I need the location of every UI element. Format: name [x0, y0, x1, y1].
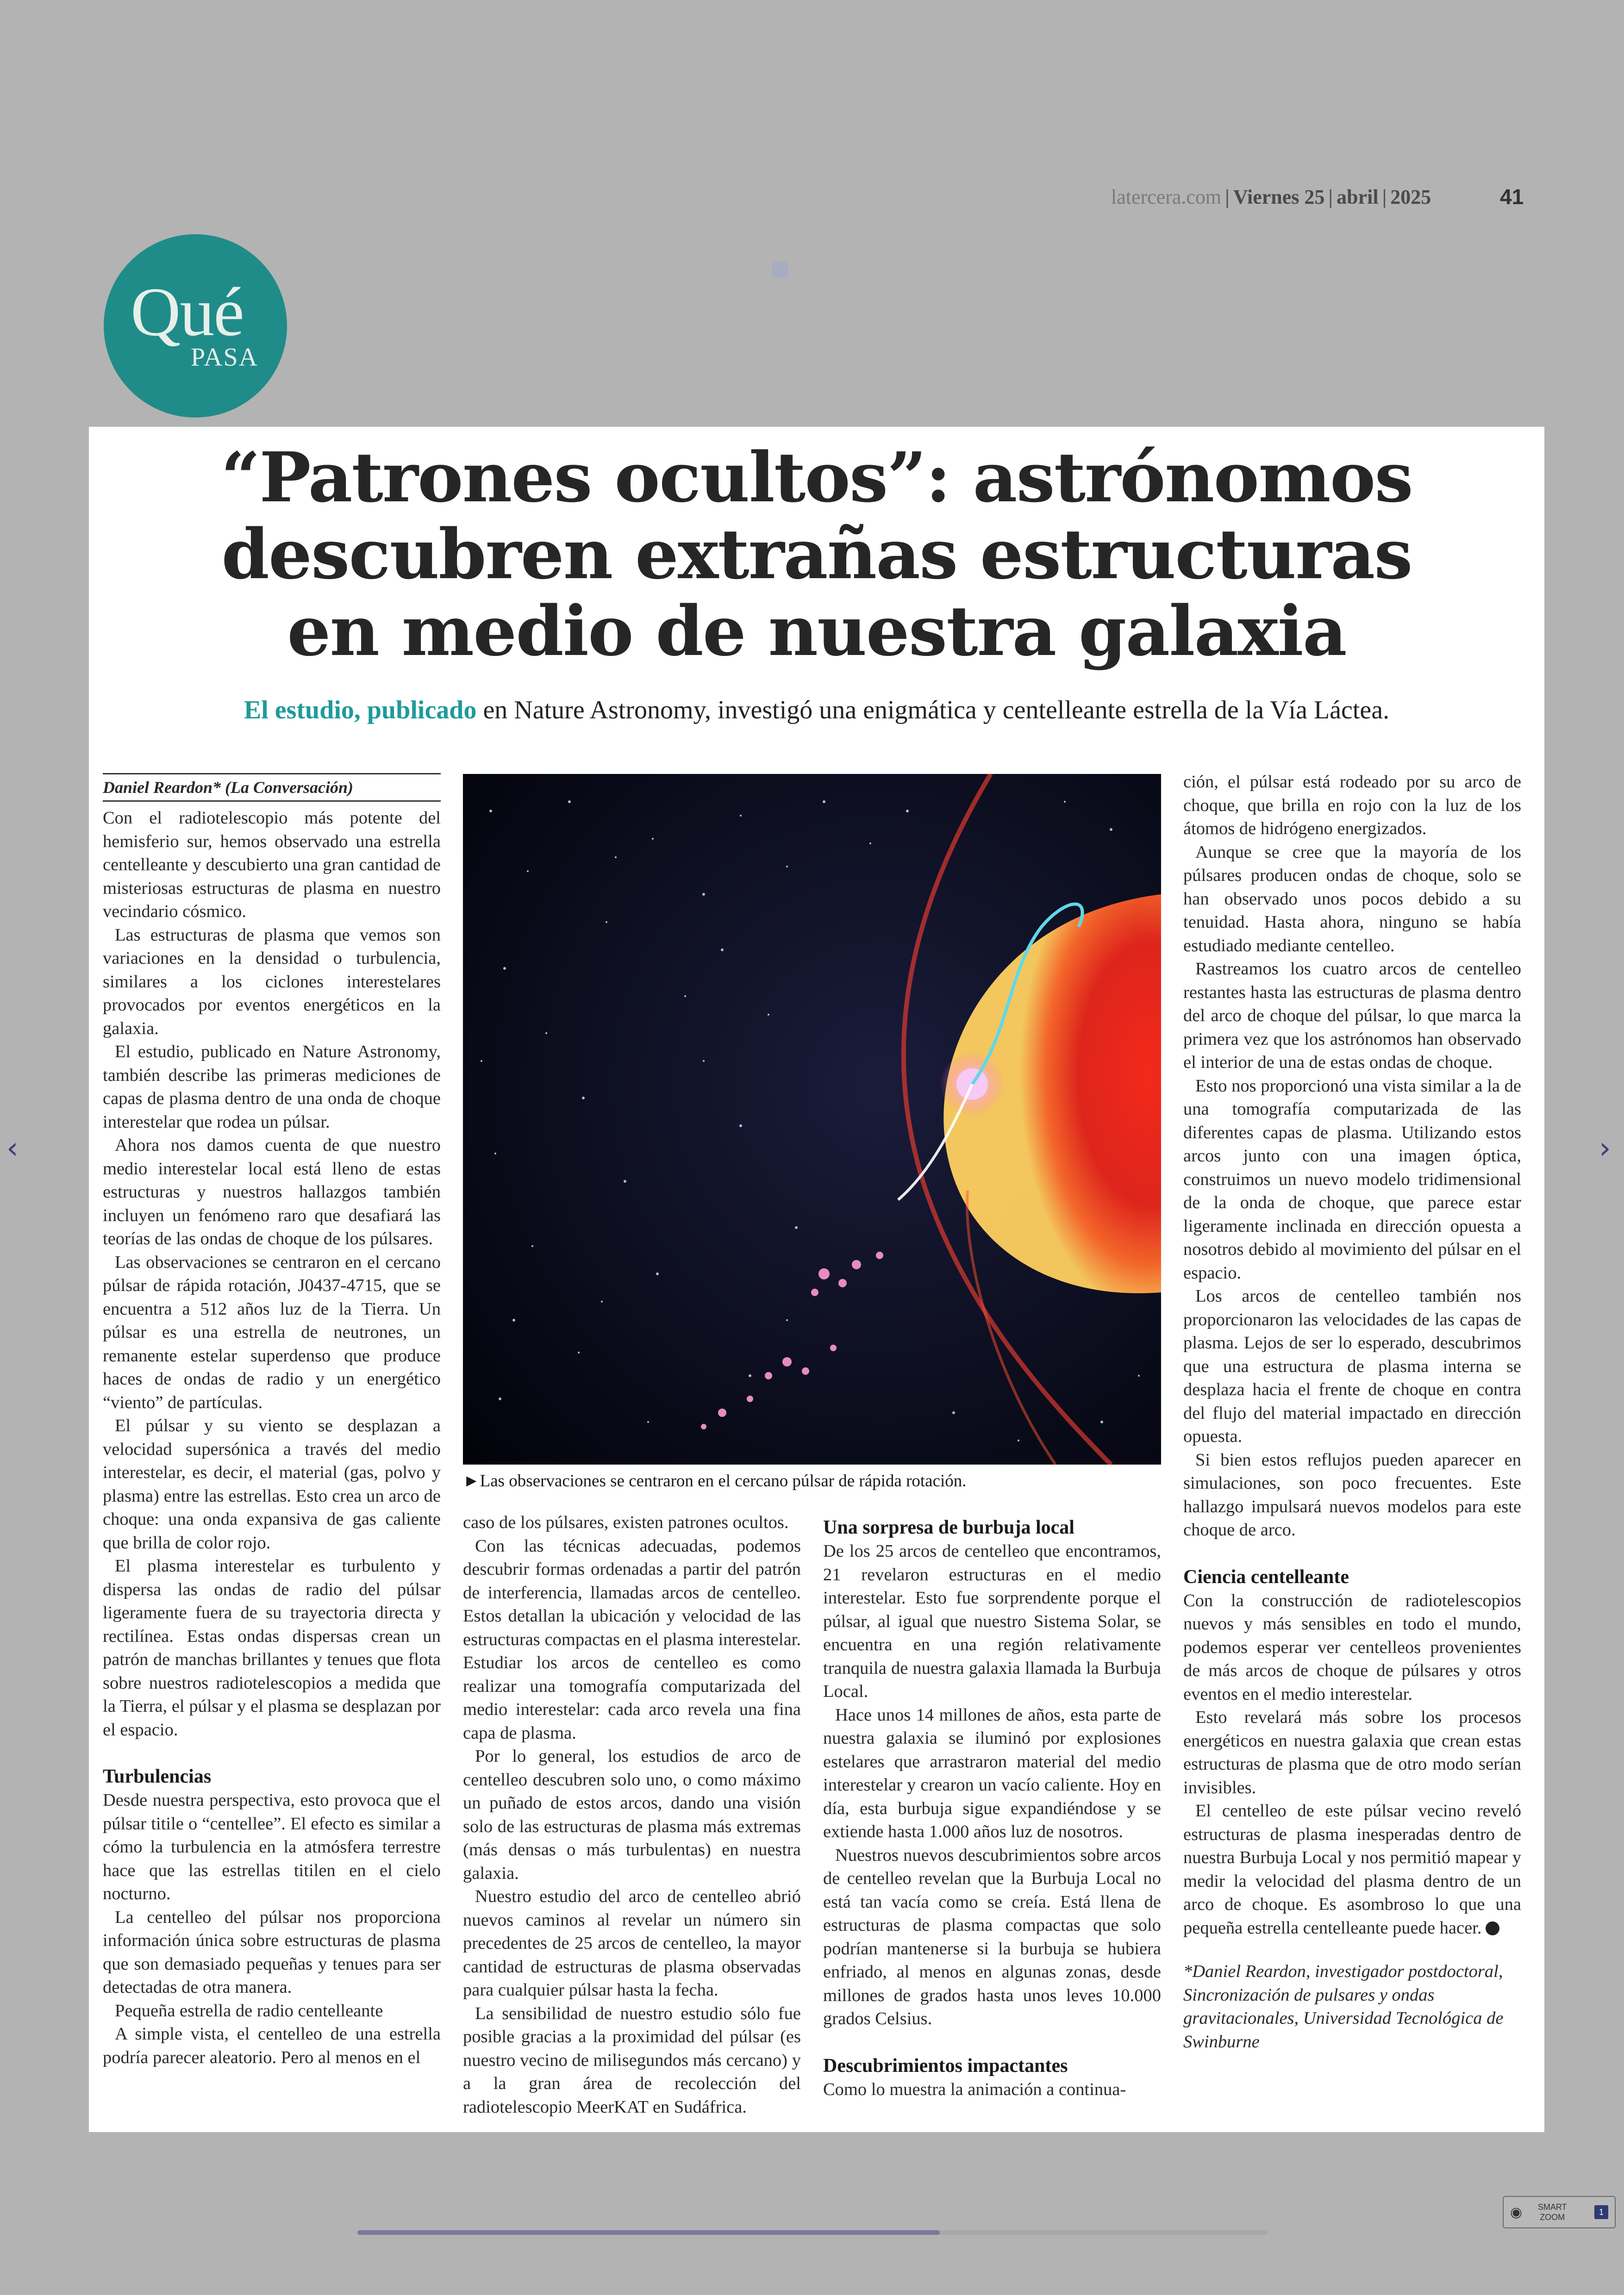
paragraph: Hace unos 14 millones de años, esta parte de nuestra galaxia se iluminó por explosiones estelares que arrastraron material del medio interestelar y crearon un vacío caliente. Hoy en día, esta burbuja sigue expandiéndose y se extiende hasta 1.000 años luz de nosotros.: [823, 1705, 1161, 1841]
paragraph: Con las técnicas adecuadas, podemos descubrir formas ordenadas a partir del patrón de interferencia, llamadas arcos de centelleo. Estos detallan la ubicación y velocidad de las estructuras compactas en el plasma interestelar. Estudiar los arcos de centelleo es como realizar una tomografía computarizada del medio interestelar: cada arco revela una fina capa de plasma.: [463, 1536, 801, 1743]
paragraph: Con la construcción de radiotelescopios nuevos y más sensibles en todo el mundo, podemos esperar ver centelleos provenientes de más arcos de choque de púlsares y otros eventos en el medio interestelar.: [1183, 1590, 1521, 1704]
paragraph: El púlsar y su viento se desplazan a velocidad supersónica a través del medio interestelar, es decir, el material (gas, polvo y plasma) entre las estrellas. Esto crea un arco de choque: una onda expansiva de gas caliente que brilla de color rojo.: [103, 1416, 441, 1553]
article-column-2: [463, 1511, 801, 2119]
paragraph: Por lo general, los estudios de arco de centelleo descubren solo uno, o como máximo un puñado de estos arcos, dando una visión solo de las estructuras de plasma más extremas (más densas o más turbulentas) en nuestra galaxia.: [463, 1746, 801, 1883]
paragraph: Aunque se cree que la mayoría de los púlsares producen ondas de choque, solo se han observado unos pocos debido a su tenuidad. Hasta ahora, ninguno se había estudiado mediante centelleo.: [1183, 842, 1521, 955]
author-footnote: *Daniel Reardon, investigador postdoctoral, Sincronización de pulsares y ondas gravitacionales, Universidad Tecnológica de Swinburne: [1183, 1962, 1504, 2052]
pulsar-shock-photo: [463, 774, 1161, 1465]
smart-zoom-key: 1: [1594, 2205, 1608, 2219]
paragraph: Las estructuras de plasma que vemos son variaciones en la densidad o turbulencia, similares a los ciclones interestelares provocados por eventos energéticos en la galaxia.: [103, 925, 441, 1038]
paragraph: Desde nuestra perspectiva, esto provoca que el púlsar titile o “centellee”. El efecto es similar a cómo la turbulencia en la atmósfera terrestre hace que las estrellas titilen en el cielo nocturno.: [103, 1790, 441, 1903]
subhead-turbulencias: Turbulencias: [103, 1766, 212, 1787]
paragraph: Ahora nos damos cuenta de que nuestro medio interestelar local está lleno de estas estructuras y nuestros hallazgos también incluyen un fenómeno raro que desafiará las teorías de las ondas de choque de los púlsares.: [103, 1135, 441, 1248]
smart-zoom-button[interactable]: [1503, 2196, 1616, 2228]
byline: Daniel Reardon* (La Conversación): [103, 773, 441, 802]
paragraph: Nuestro estudio del arco de centelleo abrió nuevos caminos al revelar un número sin precedentes de 25 arcos de centelleo, la mayor cantidad de estructuras de plasma observadas para cualquier púlsar hasta la fecha.: [463, 1887, 801, 2000]
paragraph: A simple vista, el centelleo de una estrella podría parecer aleatorio. Pero al menos en el: [103, 2024, 441, 2067]
paragraph: El estudio, publicado en Nature Astronomy, también describe las primeras mediciones de capas de plasma dentro de una onda de choque interestelar que rodea un púlsar.: [103, 1042, 441, 1132]
article-page: [89, 427, 1544, 2132]
logo-pasa: PASA: [191, 343, 259, 372]
end-mark-icon: [1486, 1921, 1499, 1935]
page-number: 41: [1500, 185, 1524, 209]
page-marker-icon[interactable]: [772, 262, 788, 278]
paragraph: Esto nos proporcionó una vista similar a la de una tomografía computarizada de las diferentes capas de plasma. Utilizando estos arcos junto con una imagen óptica, construimos un nuevo modelo tridimensional de la onda de choque, que parece estar ligeramente inclinada en dirección opuesta a nosotros debido al movimiento del púlsar en el espacio.: [1183, 1076, 1521, 1283]
paragraph: Rastreamos los cuatro arcos de centelleo restantes hasta las estructuras de plasma dentro del arco de choque del púlsar, lo que marca la primera vez que los astrónomos han observado el interior de una de estas ondas de choque.: [1183, 959, 1521, 1072]
paragraph-text: El centelleo de este púlsar vecino reveló estructuras de plasma inesperadas dentro de nuestra Burbuja Local y nos permitió mapear y medir la velocidad del plasma dentro de un arco de choque. Es asombroso lo que una pequeña estrella centelleante puede hacer.: [1183, 1801, 1521, 1938]
paragraph: Esto revelará más sobre los procesos energéticos en nuestra galaxia que crean estas estructuras de plasma que de otro modo serían invisibles.: [1183, 1708, 1521, 1797]
smart-zoom-label: SMART ZOOM: [1537, 2202, 1567, 2222]
que-pasa-logo: [104, 234, 287, 418]
paragraph: La sensibilidad de nuestro estudio sólo fue posible gracias a la proximidad del púlsar (es nuestro vecino de milisegundos más cercano) y a la gran área de recolección del radiotelescopio MeerKAT en Sudáfrica.: [463, 2003, 801, 2117]
article-column-3: [823, 1515, 1161, 2101]
subhead-descubrimientos: Descubrimientos impactantes: [823, 2055, 1068, 2077]
article-column-1: [103, 773, 441, 2069]
page-header-meta: latercera.com | Viernes 25 | abril | 2025: [1111, 186, 1431, 208]
reading-progress-fill: [357, 2230, 940, 2235]
paragraph: La centelleo del púlsar nos proporciona información única sobre estructuras de plasma que son demasiado pequeñas y tenues para ser detectadas de otra manera.: [103, 1907, 441, 1997]
paragraph: Las observaciones se centraron en el cercano púlsar de rápida rotación, J0437-4715, que se encuentra a 512 años luz de la Tierra. Un púlsar es una estrella de neutrones, un remanente estelar superdenso que produce haces de ondas de radio y un energético “viento” de partículas.: [103, 1252, 441, 1412]
subhead-burbuja-local: Una sorpresa de burbuja local: [823, 1517, 1074, 1538]
subhead-ciencia-centelleante: Ciencia centelleante: [1183, 1566, 1349, 1588]
paragraph: ción, el púlsar está rodeado por su arco de choque, que brilla en rojo con la luz de los átomos de hidrógeno energizados.: [1183, 772, 1521, 838]
paragraph: Los arcos de centelleo también nos proporcionaron las velocidades de las capas de plasma. Lejos de ser lo esperado, descubrimos que una estructura de plasma interna se desplaza hacia el frente de choque en contra del flujo del material impactado en dirección opuesta.: [1183, 1286, 1521, 1446]
paragraph: De los 25 arcos de centelleo que encontramos, 21 revelaron estructuras en el medio interestelar. Esto fue sorprendente porque el púlsar, al igual que nuestro Sistema Solar, se encuentra en una región relativamente tranquila de nuestra galaxia llamada la Burbuja Local.: [823, 1541, 1161, 1701]
dek-rest: en Nature Astronomy, investigó una enigmática y centelleante estrella de la Vía Láctea.: [476, 696, 1390, 724]
previous-page-arrow-icon[interactable]: ‹: [6, 1131, 19, 1166]
dek-lead: El estudio, publicado: [244, 696, 477, 724]
headline-line: “Patrones ocultos”: astrónomos: [221, 437, 1412, 518]
headline-line: descubren extrañas estructuras: [221, 514, 1412, 594]
date-year: 2025: [1390, 186, 1431, 208]
paragraph: El plasma interestelar es turbulento y dispersa las ondas de radio del púlsar ligeramente fuera de su trayectoria directa y rectilínea. Estas ondas dispersas crean un patrón de manchas brillantes y tenues que flota sobre nuestros radiotelescopios a medida que la Tierra, el púlsar y el plasma se desplazan por el espacio.: [103, 1556, 441, 1740]
photo-caption: ►Las observaciones se centraron en el cercano púlsar de rápida rotación.: [463, 1472, 967, 1491]
headline-line: en medio de nuestra galaxia: [287, 591, 1346, 671]
paragraph: Pequeña estrella de radio centelleante: [115, 2001, 383, 2021]
article-dek: [89, 695, 1544, 725]
pulsar-illustration: [463, 774, 1161, 1465]
article-headline: [89, 439, 1544, 669]
paragraph: Si bien estos reflujos pueden aparecer en simulaciones, son poco frecuentes. Este hallazgo impulsará nuevos modelos para este choque de arco.: [1183, 1450, 1521, 1540]
paragraph: Con el radiotelescopio más potente del hemisferio sur, hemos observado una estrella centelleante y descubierto una gran cantidad de misteriosas estructuras de plasma en nuestro vecindario cósmico.: [103, 808, 441, 921]
logo-que: Qué: [131, 274, 244, 350]
article-column-4: [1183, 770, 1521, 2053]
paragraph: Como lo muestra la animación a continua-: [823, 2079, 1126, 2099]
date-month: abril: [1337, 186, 1379, 208]
paragraph: caso de los púlsares, existen patrones ocultos.: [463, 1513, 789, 1532]
eye-icon: ◉: [1510, 2204, 1523, 2220]
paragraph: [1183, 1799, 1521, 1940]
paragraph: Nuestros nuevos descubrimientos sobre arcos de centelleo revelan que la Burbuja Local no está tan vacía como se creía. Está llena de estructuras de plasma compactas que solo podrían mantenerse si la burbuja se hubiera enfriado, al menos en algunas zonas, desde millones de grados hasta unos leves 10.000 grados Celsius.: [823, 1845, 1161, 2028]
next-page-arrow-icon[interactable]: ›: [1599, 1131, 1611, 1166]
reading-progress-bar[interactable]: [357, 2230, 1268, 2235]
date-day: Viernes 25: [1233, 186, 1325, 208]
site-name: latercera.com: [1111, 186, 1222, 208]
